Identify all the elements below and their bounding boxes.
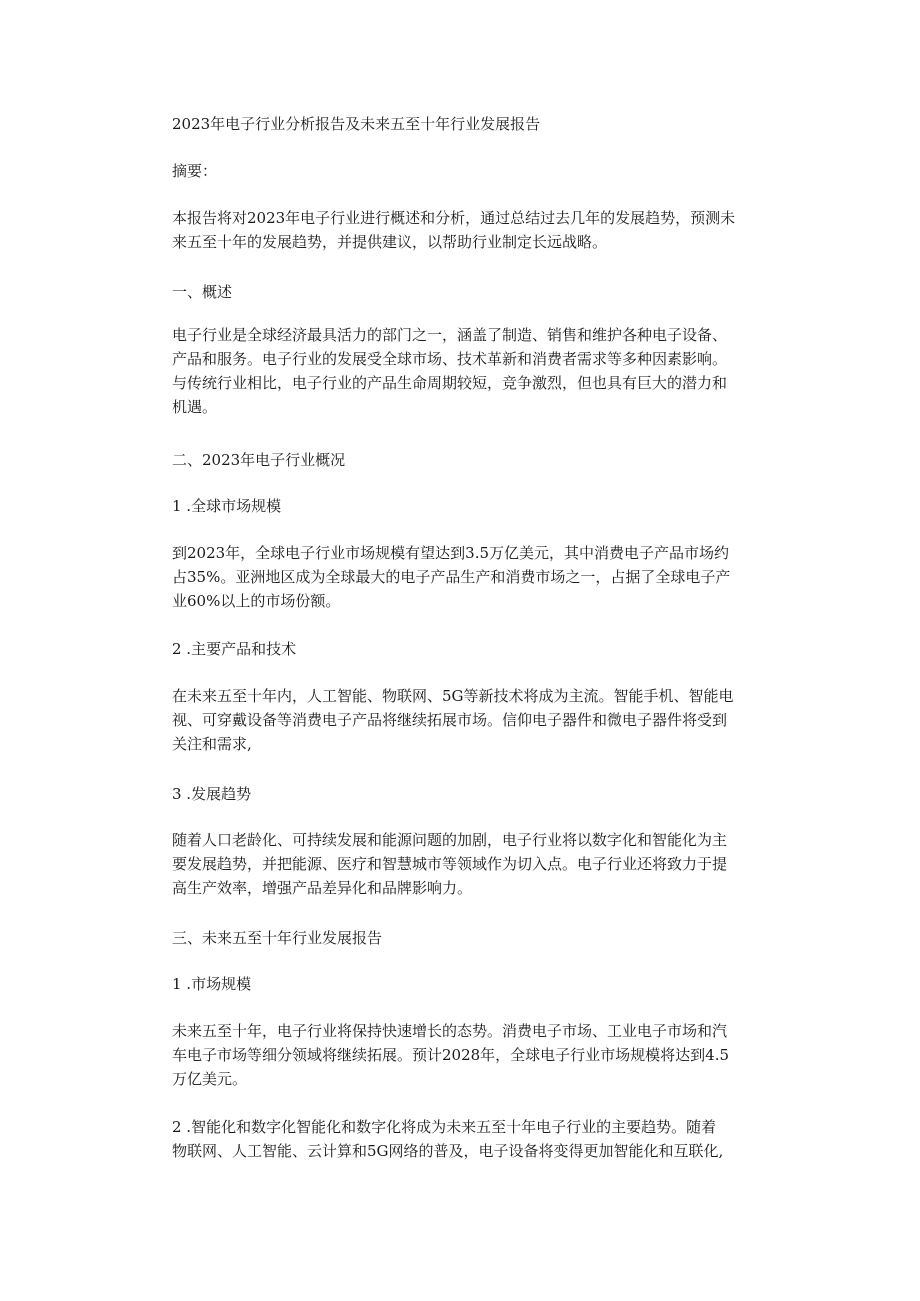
text-line: 要发展趋势，并把能源、医疗和智慧城市等领域作为切入点。电子行业还将致力于提 [172, 855, 728, 873]
text-line: 高生产效率，增强产品差异化和品牌影响力。 [172, 879, 473, 897]
abstract-paragraph [172, 206, 762, 254]
text-line: 车电子市场等细分领域将继续拓展。预计2028年，全球电子行业市场规模将达到4.5 [172, 1046, 730, 1064]
text-line: 产品和服务。电子行业的发展受全球市场、技术革新和消费者需求等多种因素影响。 [172, 350, 728, 368]
text-line: 2 .智能化和数字化智能化和数字化将成为未来五至十年电子行业的主要趋势。随着 [172, 1118, 717, 1136]
text-line: 到2023年，全球电子行业市场规模有望达到3.5万亿美元，其中消费电子产品市场约 [172, 544, 730, 562]
text-line: 机遇。 [172, 398, 218, 416]
text-line: 电子行业是全球经济最具活力的部门之一，涵盖了制造、销售和维护各种电子设备、 [172, 326, 728, 344]
document-title: 2023年电子行业分析报告及未来五至十年行业发展报告 [172, 115, 541, 133]
section-3-item-1-paragraph [172, 1019, 762, 1091]
section-2-item-1-heading: 1 .全球市场规模 [172, 497, 282, 515]
section-1-heading: 一、概述 [172, 283, 233, 301]
text-line: 视、可穿戴设备等消费电子产品将继续拓展市场。信仰电子器件和微电子器件将受到 [172, 711, 728, 729]
section-3-item-1-heading: 1 .市场规模 [172, 975, 252, 993]
section-3-item-2-paragraph [172, 1115, 762, 1163]
section-2-item-3-heading: 3 .发展趋势 [172, 785, 252, 803]
text-line: 本报告将对2023年电子行业进行概述和分析，通过总结过去几年的发展趋势，预测未 [172, 209, 736, 227]
section-2-item-2-paragraph [172, 684, 762, 756]
text-line: 关注和需求, [172, 735, 252, 753]
text-line: 在未来五至十年内，人工智能、物联网、5G等新技术将成为主流。智能手机、智能电 [172, 687, 734, 705]
text-line: 与传统行业相比，电子行业的产品生命周期较短，竞争激烈，但也具有巨大的潜力和 [172, 374, 728, 392]
section-1-paragraph [172, 323, 762, 419]
text-line: 占35%。亚洲地区成为全球最大的电子产品生产和消费市场之一，占据了全球电子产 [172, 568, 731, 586]
text-line: 业60%以上的市场份额。 [172, 592, 341, 610]
section-3-heading: 三、未来五至十年行业发展报告 [172, 929, 383, 947]
section-2-heading: 二、2023年电子行业概况 [172, 451, 346, 469]
text-line: 物联网、人工智能、云计算和5G网络的普及，电子设备将变得更加智能化和互联化, [172, 1142, 724, 1160]
section-2-item-2-heading: 2 .主要产品和技术 [172, 640, 297, 658]
text-line: 随着人口老龄化、可持续发展和能源问题的加剧，电子行业将以数字化和智能化为主 [172, 831, 728, 849]
section-2-item-1-paragraph [172, 541, 762, 613]
abstract-heading: 摘要： [172, 162, 218, 180]
text-line: 未来五至十年，电子行业将保持快速增长的态势。消费电子市场、工业电子市场和汽 [172, 1022, 728, 1040]
text-line: 万亿美元。 [172, 1070, 248, 1088]
text-line: 来五至十年的发展趋势，并提供建议，以帮助行业制定长远战略。 [172, 233, 608, 251]
section-2-item-3-paragraph [172, 828, 762, 900]
